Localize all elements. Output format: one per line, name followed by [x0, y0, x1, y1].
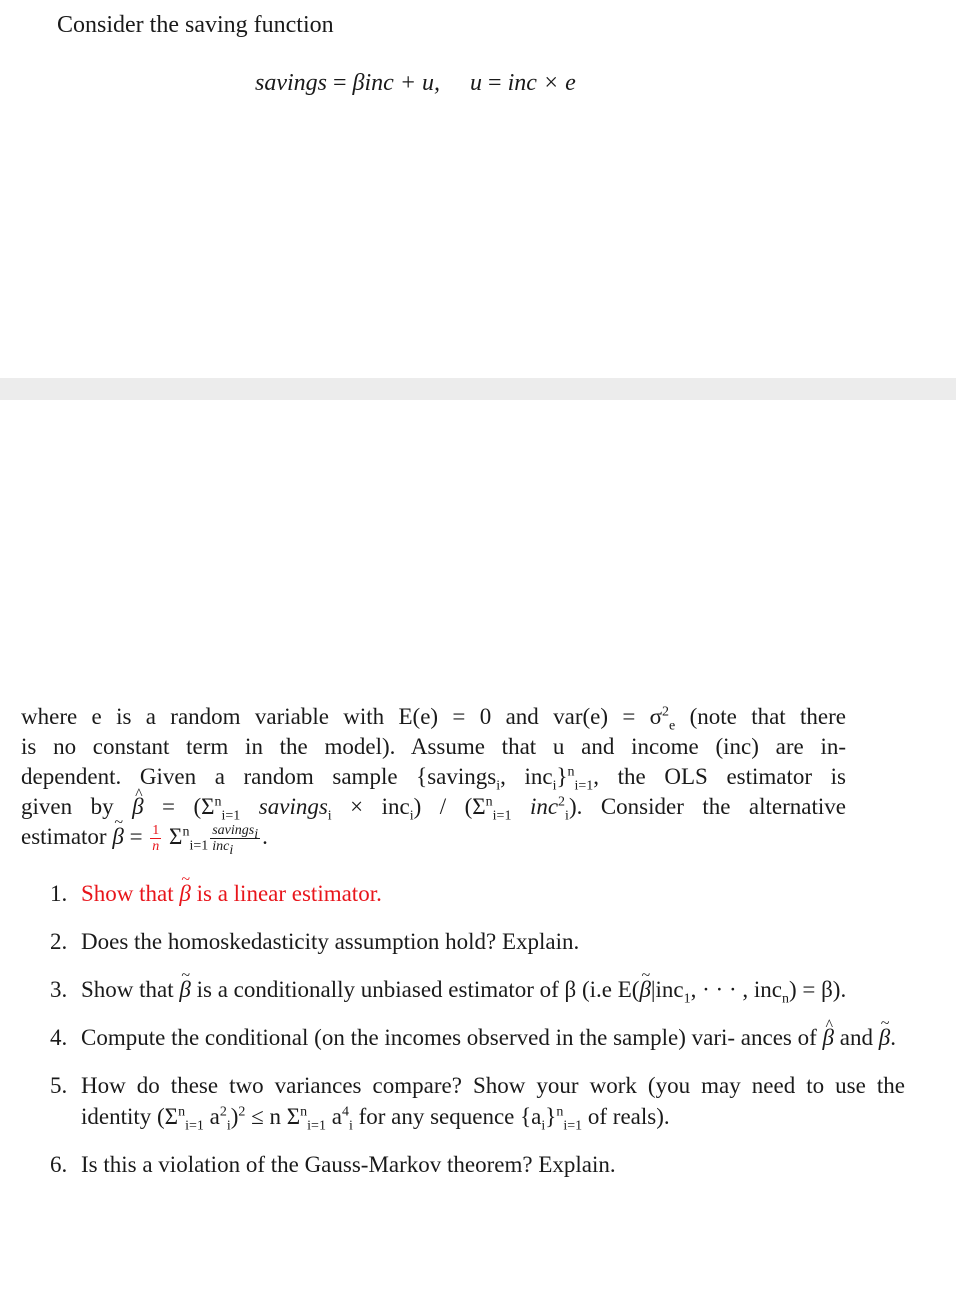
- saving-function-equation: [255, 70, 576, 97]
- sigma-sub: e: [669, 718, 676, 734]
- para-line-3: [21, 762, 846, 792]
- question-text: Does the homoskedasticity assumption hold? Explain.: [81, 929, 580, 954]
- p4e: ) / (Σ: [413, 794, 486, 819]
- p5b: =: [123, 824, 149, 849]
- question-text: Is this a violation of the Gauss-Markov theorem? Explain.: [81, 1152, 616, 1177]
- para-line-2: is no constant term in the model). Assume that u and income (inc) are in-: [21, 734, 846, 759]
- p4-sub1: i=1: [221, 808, 241, 824]
- p4-sub2: i: [327, 808, 332, 824]
- page-separator-bar: [0, 378, 956, 400]
- p3-sub1: i: [496, 778, 501, 794]
- beta-tilde-symbol: β ~: [879, 1022, 890, 1053]
- q5d-sup: n: [300, 1104, 308, 1120]
- beta-hat-symbol: β ^: [132, 792, 143, 822]
- question-2: [50, 926, 905, 957]
- savings-over-inc-fraction: [210, 823, 260, 859]
- question-text: [81, 1022, 905, 1053]
- question-3: [50, 974, 905, 1005]
- q5g-sub: i=1: [563, 1118, 583, 1134]
- q3e: ) = β).: [788, 977, 847, 1002]
- u-def-sign: =: [482, 70, 508, 96]
- eq-rhs: βinc + u,: [352, 70, 441, 96]
- p4a: given by: [21, 794, 133, 819]
- p5d: .: [262, 824, 268, 849]
- one-over-n-fraction: [150, 823, 161, 854]
- question-6: [50, 1149, 905, 1180]
- p5c: Σ: [163, 824, 183, 849]
- question-number: 2.: [50, 929, 68, 954]
- p4-sub4: i=1: [492, 808, 512, 824]
- beta-tilde-symbol: β ~: [179, 974, 190, 1005]
- beta-hat-symbol: β ^: [823, 1022, 834, 1053]
- frac2-num-sub: i: [254, 827, 259, 843]
- question-number: 1.: [50, 881, 68, 906]
- para-line-1-text: where e is a random variable with E(e) = 0 and var(e) = σ: [21, 704, 663, 729]
- p3-sub2: i: [552, 778, 557, 794]
- p5-sup: n: [182, 824, 190, 840]
- beta-tilde-symbol: β ~: [112, 822, 123, 852]
- q1b: is a linear estimator.: [190, 881, 382, 906]
- p4-sup3: 2: [558, 794, 566, 810]
- q3d-sub: n: [781, 991, 789, 1007]
- q3b: is a conditionally unbiased estimator of β (i.e E(: [190, 977, 640, 1002]
- para-line-1: [21, 702, 846, 732]
- q5b-sub: i: [226, 1118, 231, 1134]
- q5g-sup: n: [556, 1104, 564, 1120]
- question-1: [50, 878, 905, 909]
- q5b: a: [203, 1104, 220, 1129]
- p4-sub3: i: [409, 808, 414, 824]
- q5a: How do these two variances compare? Show your work (you may need to use the identity (Σ: [81, 1073, 905, 1129]
- p4g: ). Consider the alternative: [568, 794, 846, 819]
- frac1-den: n: [152, 839, 160, 855]
- eq-sign: =: [327, 70, 353, 96]
- question-number: 6.: [50, 1152, 68, 1177]
- p3b: , inc: [500, 764, 553, 789]
- p3c: }: [556, 764, 568, 789]
- question-list: [50, 878, 905, 1197]
- q4c: .: [890, 1025, 896, 1050]
- question-number: 4.: [50, 1025, 68, 1050]
- frac2-den-text: inc: [212, 839, 230, 855]
- q3c: |inc: [650, 977, 684, 1002]
- p4-sub5: i: [565, 808, 569, 824]
- q4a: Compute the conditional (on the incomes observed in the sample) vari- ances of: [81, 1025, 823, 1050]
- p3-sup: n: [567, 764, 575, 780]
- q5d: ≤ n Σ: [245, 1104, 301, 1129]
- frac1-num: 1: [152, 823, 160, 839]
- p3a: dependent. Given a random sample {savings: [21, 764, 497, 789]
- q3a: Show that: [81, 977, 180, 1002]
- beta-tilde-symbol: β ~: [179, 878, 190, 909]
- frac2-den: [210, 839, 260, 859]
- q1a: Show that: [81, 881, 180, 906]
- q5h: of reals).: [582, 1104, 670, 1129]
- para-line-5: [21, 822, 846, 859]
- p4-sup2: n: [485, 794, 493, 810]
- frac2-den-sub: i: [229, 843, 234, 859]
- p4f: inc: [511, 794, 559, 819]
- q5e-sub: i: [348, 1118, 353, 1134]
- frac2-num-text: savings: [212, 823, 255, 839]
- problem-paragraph: [21, 702, 846, 859]
- u-def-lhs: u: [470, 70, 483, 96]
- q5c: ): [230, 1104, 239, 1129]
- q5b-sup: 2: [219, 1104, 227, 1120]
- q3d: , · · · , inc: [690, 977, 782, 1002]
- q5a-sup: n: [178, 1104, 186, 1120]
- p5-sub: i=1: [189, 838, 209, 854]
- intro-text: Consider the saving function: [57, 12, 334, 38]
- u-def-rhs: inc × e: [507, 70, 576, 96]
- question-number: 3.: [50, 977, 68, 1002]
- p4d: × inc: [331, 794, 410, 819]
- p4b: = (Σ: [143, 794, 215, 819]
- p3-sub3: i=1: [574, 778, 594, 794]
- question-text: [81, 1070, 905, 1132]
- para-line-1-rest: (note that there: [675, 704, 846, 729]
- frac2-num: [210, 823, 260, 843]
- question-4: [50, 1022, 905, 1053]
- para-line-4: [21, 792, 846, 822]
- q5a-sub: i=1: [185, 1118, 204, 1134]
- question-text: [81, 878, 905, 909]
- p4-sup1: n: [214, 794, 222, 810]
- p3d: , the OLS estimator is: [593, 764, 846, 789]
- q5f: for any sequence {a: [352, 1104, 542, 1129]
- q5f-sub: i: [541, 1118, 546, 1134]
- question-5: [50, 1070, 905, 1132]
- sigma-sup: 2: [662, 704, 670, 720]
- p4c: savings: [240, 794, 328, 819]
- q5g: }: [545, 1104, 557, 1129]
- q4b: and: [834, 1025, 879, 1050]
- q5e: a: [325, 1104, 342, 1129]
- q5d-sub: i=1: [307, 1118, 326, 1134]
- question-text: [81, 974, 905, 1005]
- beta-tilde-symbol: β ~: [639, 974, 650, 1005]
- eq-lhs: savings: [255, 70, 327, 96]
- q3c-sub: 1: [683, 991, 691, 1007]
- q5e-sup: 4: [341, 1104, 349, 1120]
- question-number: 5.: [50, 1073, 68, 1098]
- q5c-sup: 2: [238, 1104, 246, 1120]
- p5a: estimator: [21, 824, 113, 849]
